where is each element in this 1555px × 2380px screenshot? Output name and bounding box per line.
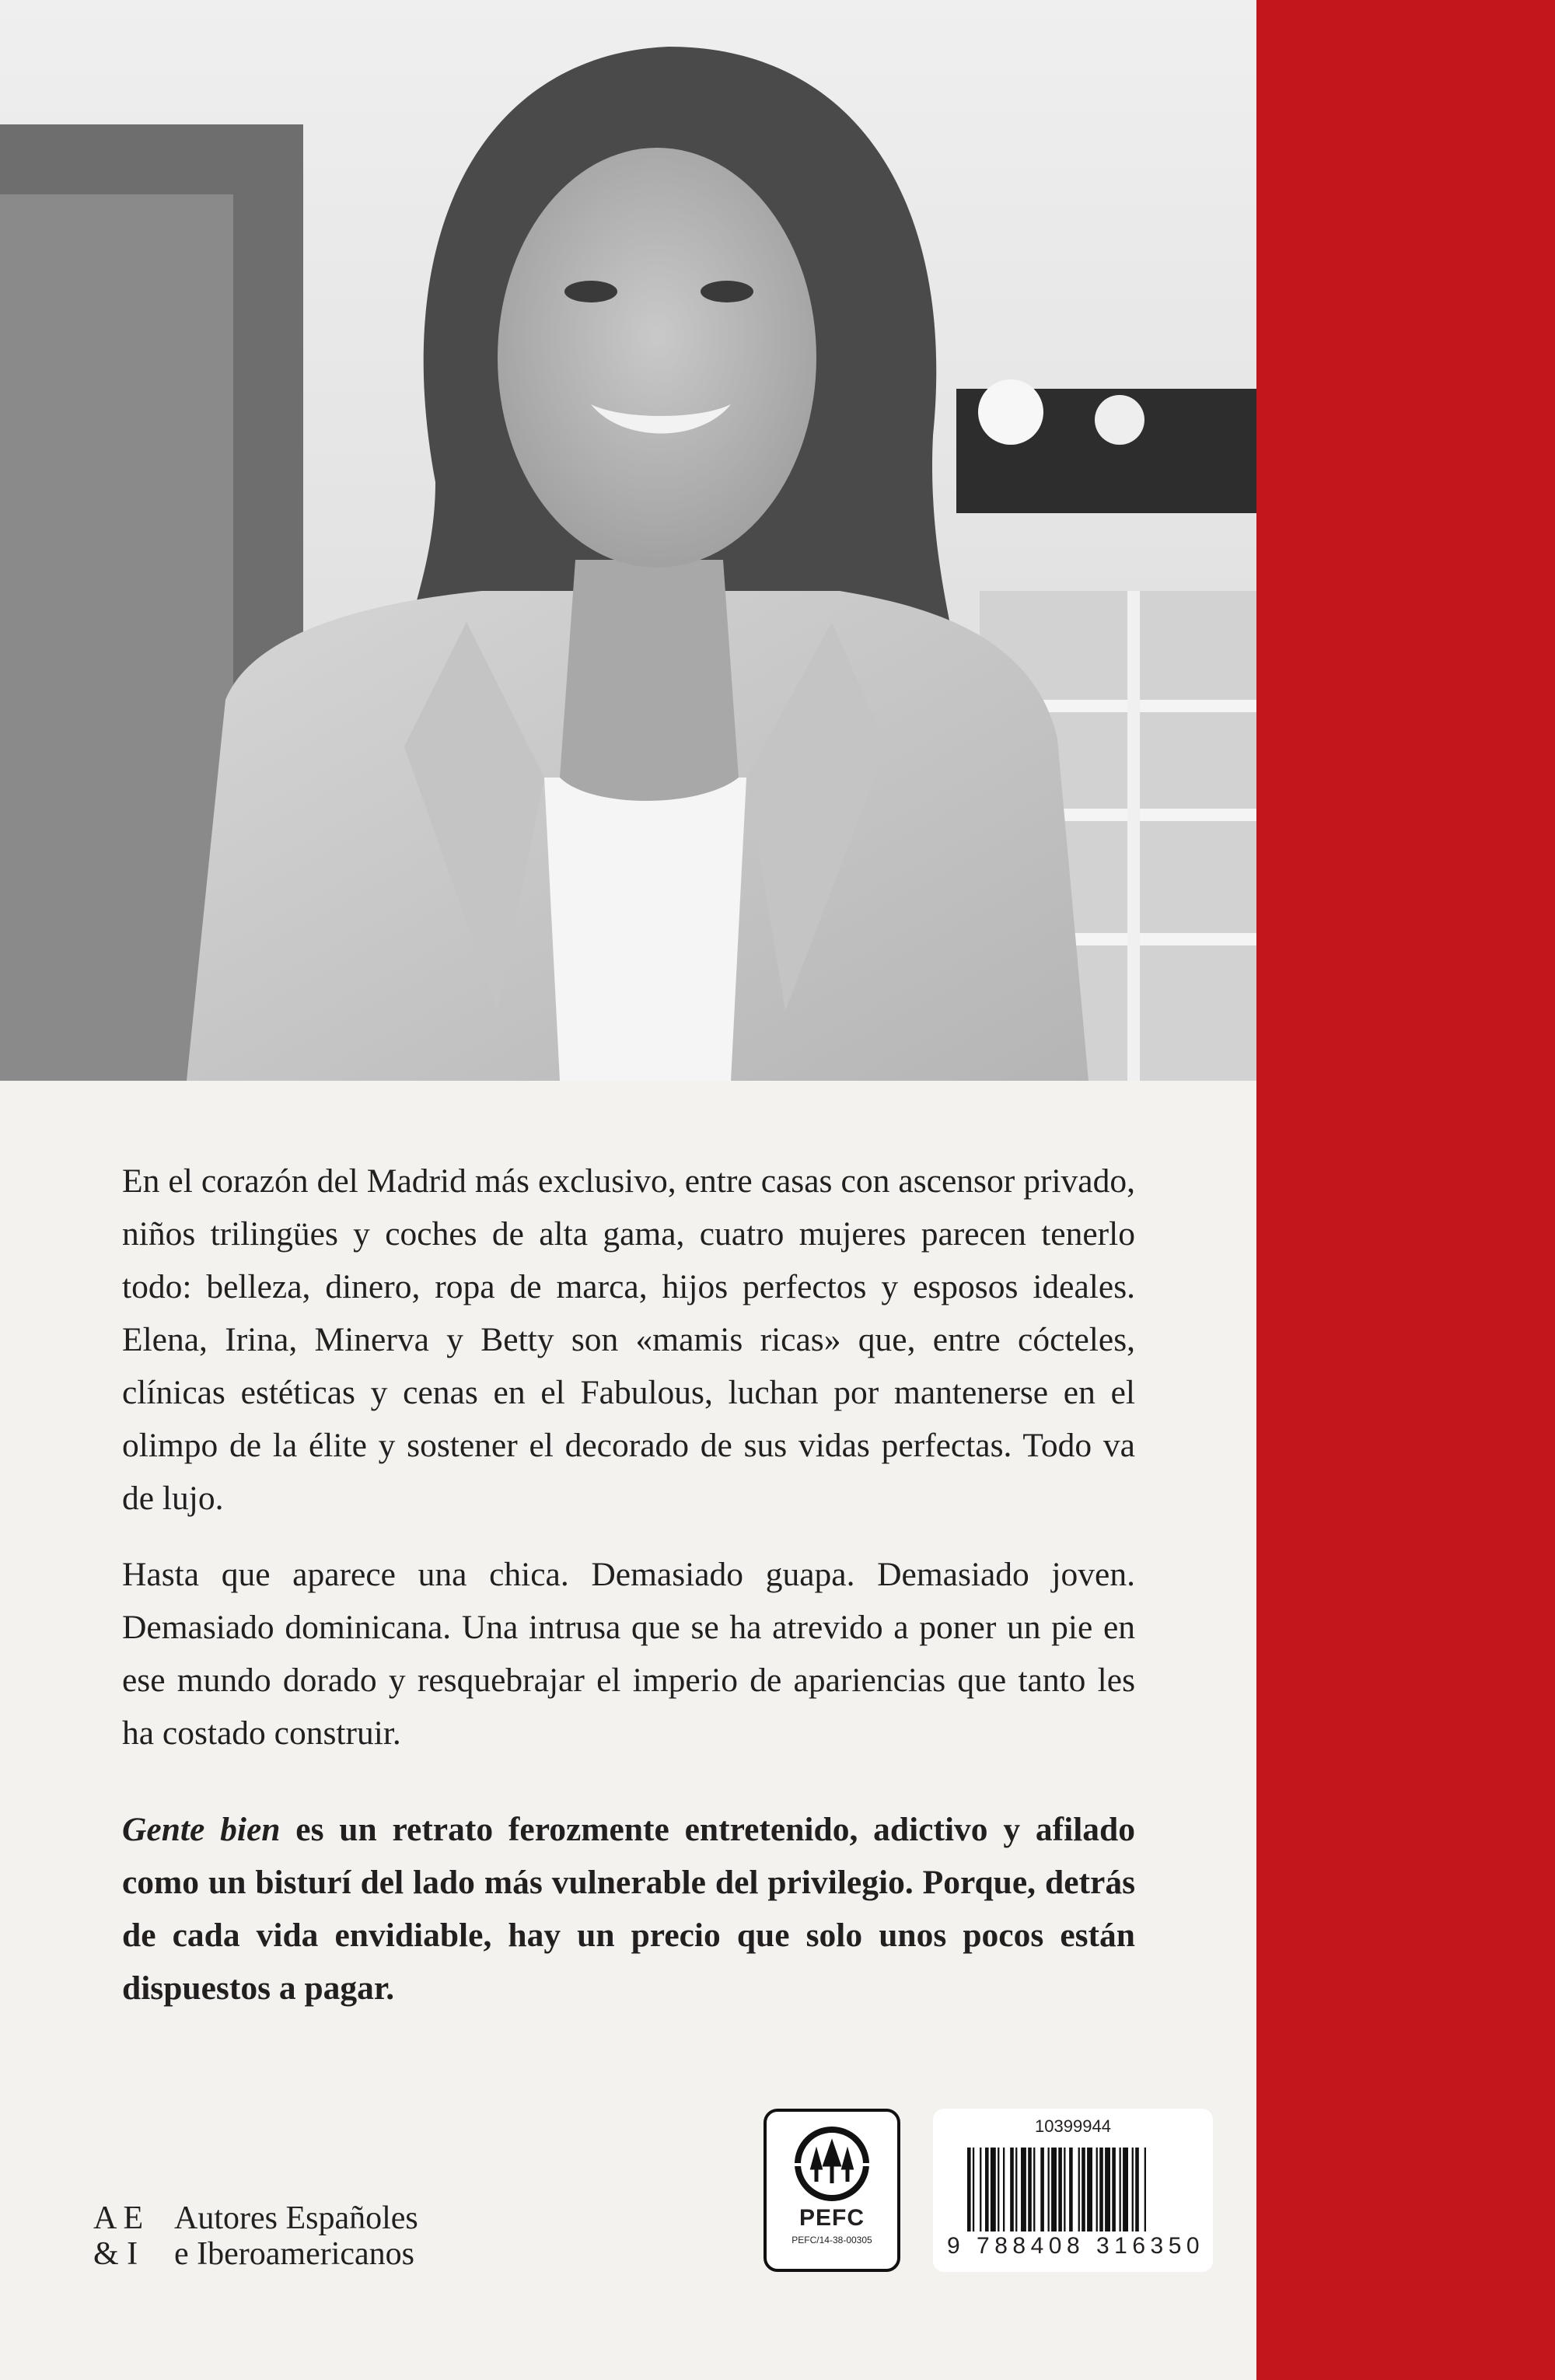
author-photo <box>0 0 1256 1081</box>
publisher-logo-line-1: A E <box>93 2200 144 2236</box>
back-cover-blurb <box>122 1155 1135 2038</box>
barcode-bars <box>967 2148 1179 2231</box>
red-spine-band <box>1256 0 1555 2380</box>
isbn-barcode <box>933 2109 1213 2272</box>
pefc-code: PEFC/14-38-00305 <box>791 2235 872 2245</box>
publisher-logo-line-2: & I <box>93 2236 138 2272</box>
book-title: Gente bien <box>122 1811 281 1848</box>
blurb-paragraph-2: Hasta que aparece una chica. Demasiado guapa. Demasiado joven. Demasiado dominicana. Una intrusa que se ha atrevido a poner un pie en ese mundo dorado y resquebrajar el imperio de apariencias que tanto les ha costado construir. <box>122 1556 1135 1752</box>
blurb-paragraph-3 <box>122 1803 1135 2015</box>
isbn-digits: 9 788408 316350 <box>947 2233 1205 2259</box>
publisher-name <box>174 2200 641 2272</box>
publisher-logo <box>93 2200 156 2272</box>
pefc-certification-logo <box>764 2109 900 2272</box>
publisher-name-line-2: e Iberoamericanos <box>174 2236 414 2272</box>
pefc-trees-icon <box>789 2121 875 2207</box>
publisher-name-line-1: Autores Españoles <box>174 2200 418 2236</box>
blurb-paragraph-3-text: es un retrato ferozmente entretenido, adictivo y afilado como un bisturí del lado más vulnerable del privilegio. Porque, detrás de cada vida envidiable, hay un precio que solo unos pocos están dispuestos a pagar. <box>122 1811 1135 2007</box>
pefc-label: PEFC <box>798 2205 865 2231</box>
barcode-internal-number: 10399944 <box>1035 2116 1111 2136</box>
blurb-paragraph-1: En el corazón del Madrid más exclusivo, entre casas con ascensor privado, niños trilingües y coches de alta gama, cuatro mujeres parecen tenerlo todo: belleza, dinero, ropa de marca, hijos perfectos y esposos ideales. Elena, Irina, Minerva y Betty son «mamis ricas» que, entre cócteles, clínicas estéticas y cenas en el Fabulous, luchan por mantenerse en el olimpo de la élite y sostener el decorado de sus vidas perfectas. Todo va de lujo. <box>122 1162 1135 1517</box>
